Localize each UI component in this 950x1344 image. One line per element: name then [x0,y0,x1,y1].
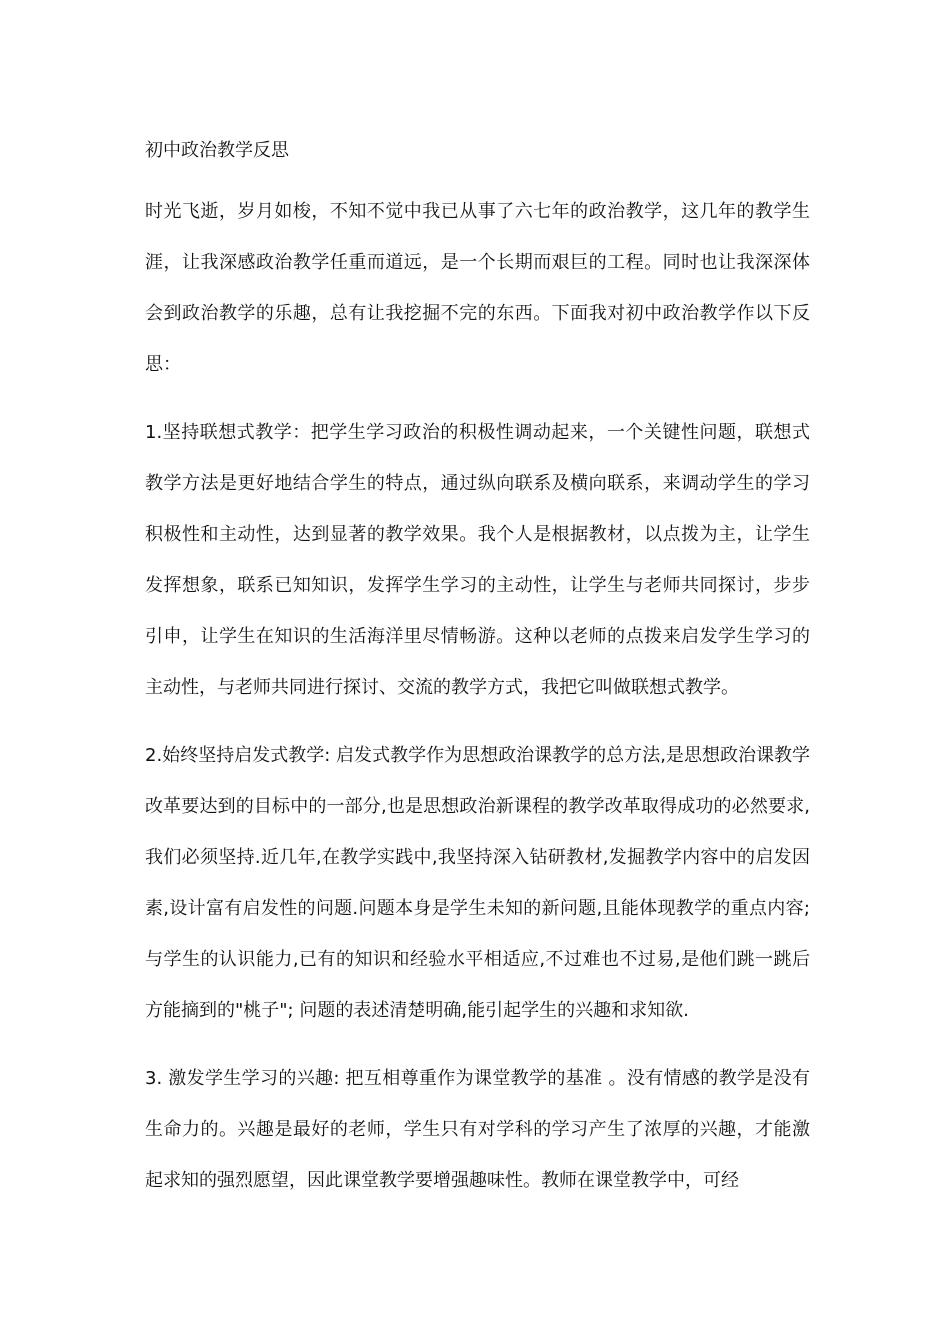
paragraph-intro: 时光飞逝，岁月如梭，不知不觉中我已从事了六七年的政治教学，这几年的教学生涯，让我深感政治教学任重而道远，是一个长期而艰巨的工程。同时也让我深深体会到政治教学的乐趣，总有让我挖掘不完的东西。下面我对初中政治教学作以下反思： [145,201,810,375]
paragraph-associative-teaching: 1.坚持联想式教学：把学生学习政治的积极性调动起来，一个关键性问题，联想式教学方法是更好地结合学生的特点，通过纵向联系及横向联系，来调动学生的学习积极性和主动性，达到显著的教学效果。我个人是根据教材，以点拨为主，让学生发挥想象，联系已知知识，发挥学生学习的主动性，让学生与老师共同探讨，步步引申，让学生在知识的生活海洋里尽情畅游。这种以老师的点拨来启发学生学习的主动性，与老师共同进行探讨、交流的教学方式，我把它叫做联想式教学。 [145,422,810,698]
paragraph-stimulate-interest: 3. 激发学生学习的兴趣: 把互相尊重作为课堂教学的基准 。没有情感的教学是没有生命力的。兴趣是最好的老师，学生只有对学科的学习产生了浓厚的兴趣，才能激起求知的强烈愿望，因此课堂教学要增强趣味性。教师在课堂教学中，可经 [145,1068,810,1191]
document-body [145,134,810,1223]
document-title: 初中政治教学反思 [145,140,289,161]
paragraph-heuristic-teaching: 2.始终坚持启发式教学: 启发式教学作为思想政治课教学的总方法,是思想政治课教学改革要达到的目标中的一部分,也是思想政治新课程的教学改革取得成功的必然要求,我们必须坚持.近几年,在教学实践中,我坚持深入钻研教材,发掘教学内容中的启发因素,设计富有启发性的问题.问题本身是学生未知的新问题,且能体现教学的重点内容; 与学生的认识能力,已有的知识和经验水平相适应,不过难也不过易,是他们跳一跳后方能摘到的"桃子"; 问题的表述清楚明确,能引起学生的兴趣和求知欲. [145,745,810,1021]
